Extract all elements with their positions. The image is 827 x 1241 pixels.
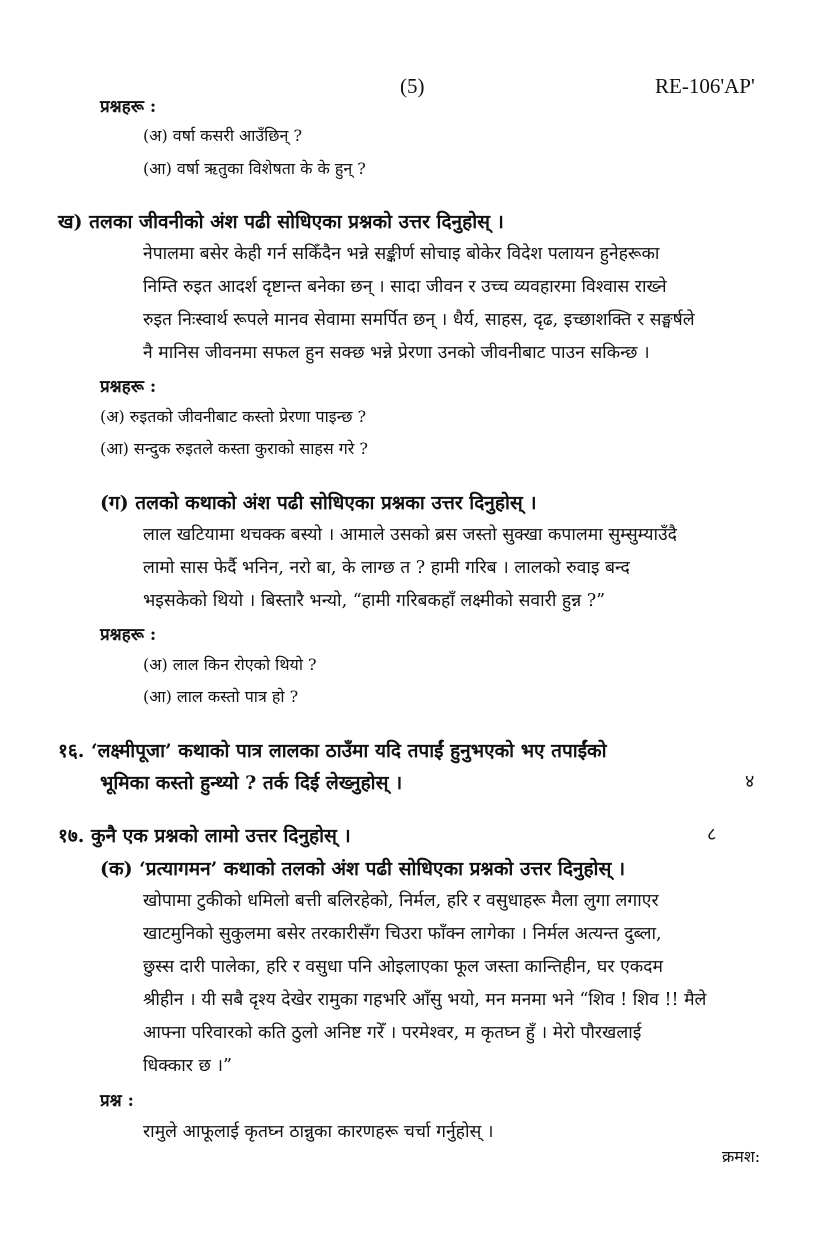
question-16-line-1: १६. ‘लक्ष्मीपूजा’ कथाको पात्र लालका ठाउँमा यदि तपाईं हुनुभएको भए तपाईंको <box>58 740 607 762</box>
questions-label: प्रश्नहरू : <box>100 377 157 397</box>
paragraph-line: छुस्स दारी पालेका, हरि र वसुधा पनि ओइलाएका फूल जस्ता कान्तिहीन, घर एकदम <box>143 957 663 977</box>
paragraph-line: श्रीहीन । यी सबै दृश्य देखेर रामुका गहभरि आँसु भयो, मन मनमा भने “शिव ! शिव !! मैले <box>143 990 707 1010</box>
question-item: (आ) लाल कस्तो पात्र हो ? <box>143 687 299 706</box>
paragraph-line: निम्ति रुइत आदर्श दृष्टान्त बनेका छन् । सादा जीवन र उच्च व्यवहारमा विश्वास राख्ने <box>143 277 667 297</box>
question-item: (आ) वर्षा ऋतुका विशेषता के के हुन् ? <box>143 159 366 178</box>
question-17-heading: १७. कुनै एक प्रश्नको लामो उत्तर दिनुहोस् । <box>58 825 351 847</box>
paragraph-line: लाल खटियामा थचक्क बस्यो । आमाले उसको ब्रस जस्तो सुक्खा कपालमा सुम्सुम्याउँदै <box>143 525 677 545</box>
question-17-sub-heading: (क) ‘प्रत्यागमन’ कथाको तलको अंश पढी सोधिएका प्रश्नको उत्तर दिनुहोस् । <box>100 858 626 880</box>
paragraph-line: नै मानिस जीवनमा सफल हुन सक्छ भन्ने प्रेरणा उनको जीवनीबाट पाउन सकिन्छ । <box>143 343 650 363</box>
continued-label: क्रमश: <box>722 1147 761 1166</box>
section-heading: ख) तलका जीवनीको अंश पढी सोधिएका प्रश्नको उत्तर दिनुहोस् । <box>58 211 504 233</box>
page-number: (5) <box>400 74 425 98</box>
question-item: (आ) सन्दुक रुइतले कस्ता कुराको साहस गरे ? <box>100 439 368 458</box>
paragraph-line: लामो सास फेर्दै भनिन, नरो बा, के लाग्छ त ? हामी गरिब । लालको रुवाइ बन्द <box>143 558 630 578</box>
section-heading: (ग) तलको कथाको अंश पढी सोधिएका प्रश्नका उत्तर दिनुहोस् । <box>100 492 537 514</box>
question-16-line-2: भूमिका कस्तो हुन्थ्यो ? तर्क दिई लेख्नुहोस् । <box>100 772 403 794</box>
question-item: रामुले आफूलाई कृतघ्न ठान्नुका कारणहरू चर्चा गर्नुहोस् । <box>143 1122 494 1142</box>
exam-code: RE-106'AP' <box>655 74 755 98</box>
paragraph-line: खाटमुनिको सुकुलमा बसेर तरकारीसँग चिउरा फाँक्न लागेका । निर्मल अत्यन्त दुब्ला, <box>143 924 662 944</box>
question-item: (अ) वर्षा कसरी आउँछिन् ? <box>143 126 303 145</box>
paragraph-line: धिक्कार छ ।” <box>143 1056 232 1076</box>
question-17-marks: ८ <box>707 824 717 845</box>
question-16-marks: ४ <box>745 771 755 792</box>
questions-label: प्रश्नहरू : <box>100 97 157 117</box>
paragraph-line: आफ्ना परिवारको कति ठुलो अनिष्ट गरेँ । परमेश्वर, म कृतघ्न हुँ । मेरो पौरखलाई <box>143 1023 642 1043</box>
paragraph-line: खोपामा टुकीको धमिलो बत्ती बलिरहेको, निर्मल, हरि र वसुधाहरू मैला लुगा लगाएर <box>143 891 659 911</box>
question-label: प्रश्न : <box>100 1091 134 1111</box>
question-item: (अ) रुइतको जीवनीबाट कस्तो प्रेरणा पाइन्छ ? <box>100 407 367 426</box>
paragraph-line: नेपालमा बसेर केही गर्न सकिँदैन भन्ने सङ्कीर्ण सोचाइ बोकेर विदेश पलायन हुनेहरूका <box>143 244 660 264</box>
questions-label: प्रश्नहरू : <box>100 625 157 645</box>
question-item: (अ) लाल किन रोएको थियो ? <box>143 655 317 674</box>
paragraph-line: रुइत निःस्वार्थ रूपले मानव सेवामा समर्पित छन् । धैर्य, साहस, दृढ, इच्छाशक्ति र सङ्घर्षले <box>143 310 695 330</box>
paragraph-line: भइसकेको थियो । बिस्तारै भन्यो, “हामी गरिबकहाँ लक्ष्मीको सवारी हुन्न ?” <box>143 591 606 611</box>
